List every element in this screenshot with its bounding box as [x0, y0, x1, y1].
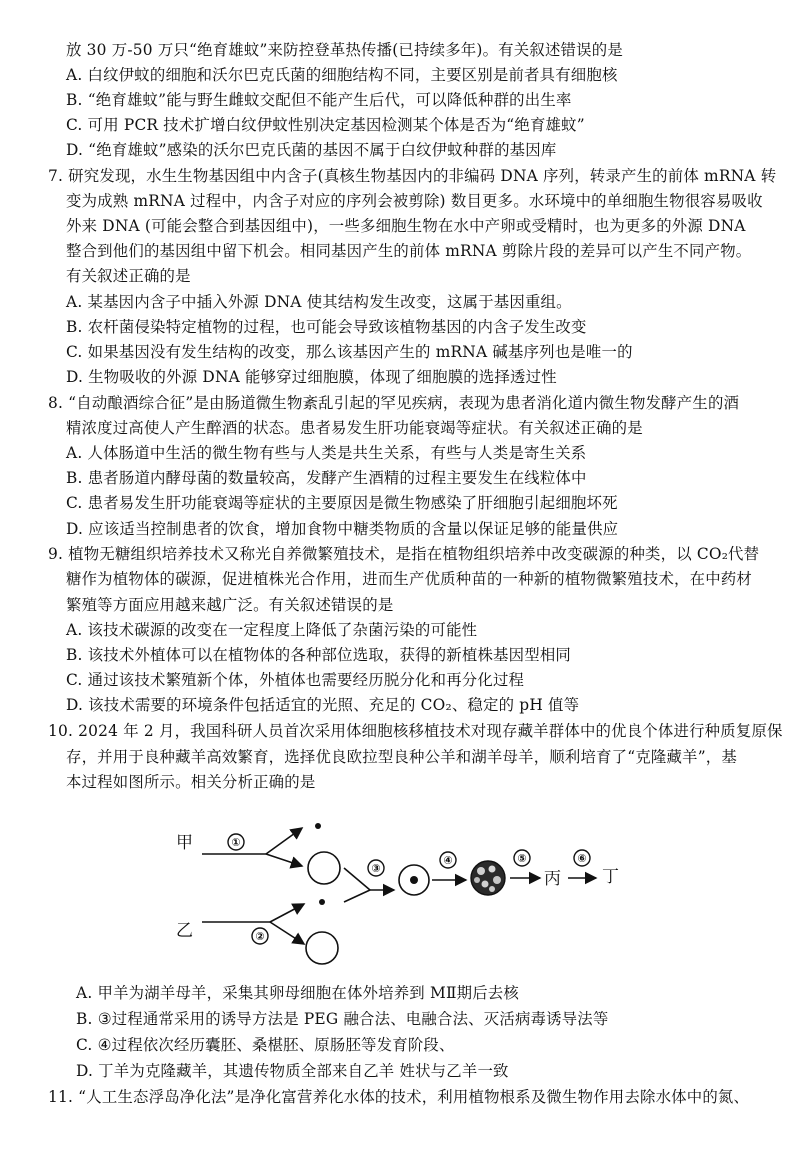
q10-option-a: A. 甲羊为湖羊母羊，采集其卵母细胞在体外培养到 MⅡ期后去核 [76, 984, 519, 1002]
q9-stem-line-2: 糖作为植物体的碳源，促进植株光合作用，进而生产优质种苗的一种新的植物微繁殖技术，在中药材 [66, 570, 752, 588]
step-5-label: ⑤ [517, 852, 527, 865]
q8-stem-line-1: 8. “自动酿酒综合征”是由肠道微生物紊乱引起的罕见疾病，表现为患者消化道内微生物发酵产生的酒 [48, 394, 740, 412]
q6-option-c: C. 可用 PCR 技术扩增白纹伊蚊性别决定基因检测某个体是否为“绝育雄蚊” [66, 116, 585, 134]
cloning-process-diagram [170, 818, 650, 978]
q8-option-a: A. 人体肠道中生活的微生物有些与人类是共生关系，有些与人类是寄生关系 [66, 444, 587, 462]
q6-option-a: A. 白纹伊蚊的细胞和沃尔巴克氏菌的细胞结构不同，主要区别是前者具有细胞核 [66, 66, 618, 84]
q7-stem-line-5: 有关叙述正确的是 [66, 267, 191, 285]
q7-stem-line-2: 变为成熟 mRNA 过程中，内含子对应的序列会被剪除) 数目更多。水环境中的单细胞生物很容易吸收 [66, 192, 763, 210]
q8-option-c: C. 患者易发生肝功能衰竭等症状的主要原因是微生物感染了肝细胞引起细胞坏死 [66, 494, 618, 512]
q10-stem-line-2: 存，并用于良种藏羊高效繁育，选择优良欧拉型良种公羊和湖羊母羊，顺利培育了“克隆藏羊”，基 [66, 748, 737, 766]
donor-nucleus [319, 899, 325, 905]
arrow-1-down [266, 854, 302, 866]
arrow-2-down [270, 922, 304, 944]
q9-option-d: D. 该技术需要的环境条件包括适宜的光照、充足的 CO₂、稳定的 pH 值等 [66, 696, 580, 714]
q9-option-a: A. 该技术碳源的改变在一定程度上降低了杂菌污染的可能性 [66, 621, 478, 639]
q7-option-c: C. 如果基因没有发生结构的改变，那么该基因产生的 mRNA 碱基序列也是唯一的 [66, 343, 633, 361]
q10-option-b: B. ③过程通常采用的诱导方法是 PEG 融合法、电融合法、灭活病毒诱导法等 [76, 1010, 609, 1028]
q7-option-d: D. 生物吸收的外源 DNA 能够穿过细胞膜，体现了细胞膜的选择透过性 [66, 368, 557, 386]
q9-stem-line-3: 繁殖等方面应用越来越广泛。有关叙述错误的是 [66, 596, 394, 614]
q8-option-b: B. 患者肠道内酵母菌的数量较高，发酵产生酒精的过程主要发生在线粒体中 [66, 469, 587, 487]
q7-option-a: A. 某基因内含子中插入外源 DNA 使其结构发生改变，这属于基因重组。 [66, 293, 572, 311]
q6-stem-continuation: 放 30 万-50 万只“绝育雄蚊”来防控登革热传播(已持续多年)。有关叙述错误的是 [66, 41, 623, 59]
label-jia: 甲 [176, 833, 193, 853]
enucleated-oocyte [308, 852, 340, 884]
q8-stem-line-2: 精浓度过高使人产生醉酒的状态。患者易发生肝功能衰竭等症状。有关叙述正确的是 [66, 419, 643, 437]
label-ding: 丁 [602, 867, 619, 887]
q9-option-b: B. 该技术外植体可以在植物体的各种部位选取，获得的新植株基因型相同 [66, 646, 572, 664]
arrow-3-top [344, 868, 370, 890]
step-2-label: ② [255, 930, 265, 943]
reconstructed-nucleus [410, 876, 418, 884]
q10-stem-line-1: 10. 2024 年 2 月，我国科研人员首次采用体细胞核移植技术对现存藏羊群体中的优良个体进行种质复原保 [48, 722, 783, 740]
arrow-3-bottom [344, 890, 370, 902]
q7-stem-line-1: 7. 研究发现，水生生物基因组中内含子(真核生物基因内的非编码 DNA 序列，转录产生的前体 mRNA 转 [48, 167, 777, 185]
q7-stem-line-3: 外来 DNA (可能会整合到基因组中)，一些多细胞生物在水中产卵或受精时，也为更多的外源 DNA [66, 217, 746, 235]
q6-option-b: B. “绝育雄蚊”能与野生雌蚊交配但不能产生后代，可以降低种群的出生率 [66, 91, 572, 109]
early-embryo [471, 861, 505, 895]
label-bing: 丙 [544, 869, 561, 889]
removed-nucleus [315, 823, 321, 829]
step-1-label: ① [231, 836, 241, 849]
q6-option-d: D. “绝育雄蚊”感染的沃尔巴克氏菌的基因不属于白纹伊蚊种群的基因库 [66, 141, 557, 159]
q10-option-c: C. ④过程依次经历囊胚、桑椹胚、原肠胚等发育阶段、 [76, 1036, 455, 1054]
q9-stem-line-1: 9. 植物无糖组织培养技术又称光自养微繁殖技术，是指在植物组织培养中改变碳源的种类，以 CO₂代替 [48, 545, 760, 563]
q7-stem-line-4: 整合到他们的基因组中留下机会。相同基因产生的前体 mRNA 剪除片段的差异可以产生不同产物。 [66, 242, 752, 260]
somatic-cell [306, 932, 338, 964]
q10-option-d: D. 丁羊为克隆藏羊，其遗传物质全部来自乙羊 姓状与乙羊一致 [76, 1062, 509, 1080]
q7-option-b: B. 农杆菌侵染特定植物的过程，也可能会导致该植物基因的内含子发生改变 [66, 318, 587, 336]
step-4-label: ④ [443, 854, 453, 867]
arrow-1-up [266, 828, 302, 854]
label-yi: 乙 [176, 921, 193, 941]
q9-option-c: C. 通过该技术繁殖新个体，外植体也需要经历脱分化和再分化过程 [66, 671, 525, 689]
q10-stem-line-3: 本过程如图所示。相关分析正确的是 [66, 773, 316, 791]
q11-stem-line-1: 11. “人工生态浮岛净化法”是净化富营养化水体的技术，利用植物根系及微生物作用去除水体中的氮、 [48, 1088, 750, 1106]
arrow-2-up [270, 904, 304, 922]
q8-option-d: D. 应该适当控制患者的饮食，增加食物中糖类物质的含量以保证足够的能量供应 [66, 520, 619, 538]
step-3-label: ③ [371, 862, 381, 875]
step-6-label: ⑥ [577, 852, 587, 865]
